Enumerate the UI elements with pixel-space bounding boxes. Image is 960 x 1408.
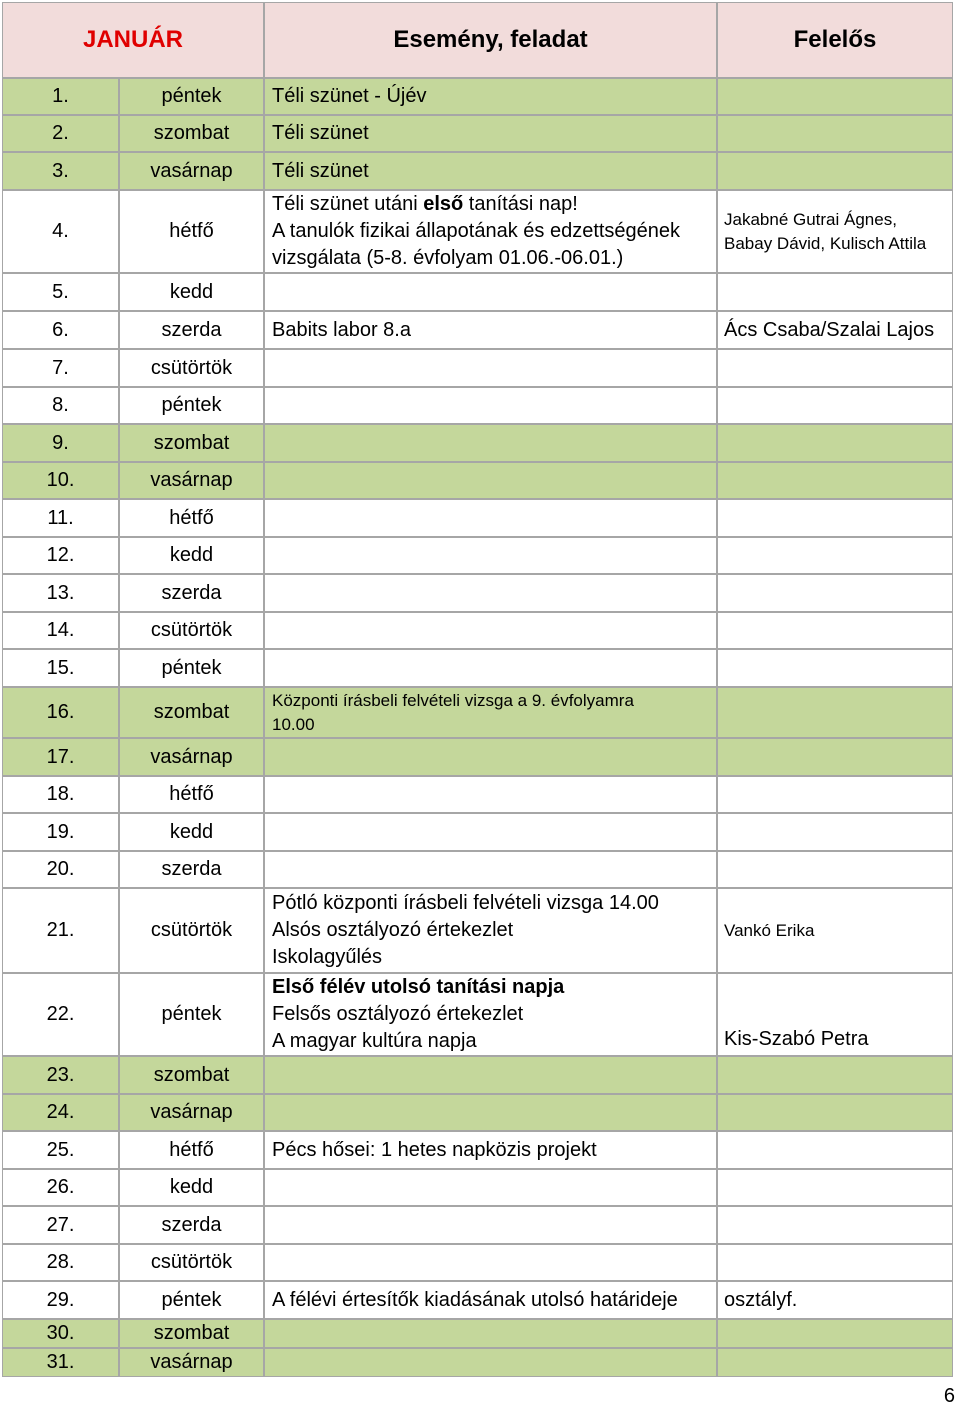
text-line: osztályf. [724,1288,798,1311]
event-cell [264,1244,717,1281]
day-number: 22. [2,973,119,1056]
responsible-cell [717,462,953,499]
event-cell [264,273,717,311]
day-number: 4. [2,190,119,273]
event-cell [264,813,717,851]
text-line: Iskolagyűlés [272,946,383,968]
text-line: vizsgálata (5-8. évfolyam 01.06.-06.01.) [272,247,624,269]
day-number: 6. [2,311,119,349]
day-number: 9. [2,424,119,462]
weekday: péntek [119,387,264,424]
text-line: Első félév utolsó tanítási napja [272,976,565,998]
event-cell [264,387,717,424]
responsible-cell [717,687,953,738]
header-event: Esemény, feladat [264,2,717,78]
weekday: szombat [119,424,264,462]
responsible-cell [717,1131,953,1169]
day-number: 29. [2,1281,119,1319]
day-number: 13. [2,574,119,612]
event-cell [264,1348,717,1377]
weekday: csütörtök [119,349,264,387]
event-cell [264,1319,717,1348]
weekday: péntek [119,973,264,1056]
event-cell [264,78,717,115]
responsible-cell [717,1094,953,1131]
event-cell [264,1094,717,1131]
text-line: Kis-Szabó Petra [724,1028,869,1050]
day-number: 19. [2,813,119,851]
responsible-cell [717,1281,953,1319]
text-line: Felsős osztályozó értekezlet [272,1003,524,1025]
day-number: 27. [2,1206,119,1244]
day-number: 20. [2,851,119,888]
day-number: 11. [2,499,119,537]
event-cell [264,190,717,273]
responsible-cell [717,273,953,311]
weekday: szerda [119,1206,264,1244]
weekday: kedd [119,273,264,311]
responsible-cell [717,649,953,687]
weekday: vasárnap [119,1348,264,1377]
weekday: szombat [119,115,264,152]
event-cell [264,1131,717,1169]
weekday: szerda [119,574,264,612]
text-line: A félévi értesítők kiadásának utolsó határideje [272,1288,678,1311]
day-number: 25. [2,1131,119,1169]
text-line: Téli szünet [272,122,369,144]
text-line: Babay Dávid, Kulisch Attila [724,233,927,253]
weekday: szombat [119,687,264,738]
text-line: Téli szünet [272,159,369,182]
event-cell [264,462,717,499]
responsible-cell [717,851,953,888]
weekday: hétfő [119,190,264,273]
event-cell [264,574,717,612]
text-line: Központi írásbeli felvételi vizsga a 9. évfolyamra [272,690,634,710]
event-cell [264,537,717,574]
event-cell [264,115,717,152]
event-text: Téli szünet utáni [272,193,424,215]
weekday: csütörtök [119,888,264,973]
weekday: szombat [119,1319,264,1348]
responsible-cell [717,813,953,851]
event-emphasis: első [423,193,464,215]
text-line: Pótló központi írásbeli felvételi vizsga 14.00 [272,892,659,914]
text-line: A tanulók fizikai állapotának és edzettségének [272,220,681,242]
weekday: vasárnap [119,1094,264,1131]
day-number: 8. [2,387,119,424]
event-cell [264,888,717,973]
responsible-cell [717,973,953,1056]
event-cell [264,973,717,1056]
responsible-cell [717,190,953,273]
responsible-cell [717,115,953,152]
event-cell [264,349,717,387]
day-number: 16. [2,687,119,738]
responsible-cell [717,612,953,649]
responsible-cell [717,738,953,776]
weekday: vasárnap [119,152,264,190]
page-number: 6 [943,1385,955,1407]
event-cell [264,738,717,776]
day-number: 14. [2,612,119,649]
event-cell [264,152,717,190]
weekday: péntek [119,78,264,115]
responsible-cell [717,1206,953,1244]
event-cell [264,687,717,738]
responsible-cell [717,776,953,813]
event-cell [264,649,717,687]
text-line: Alsós osztályozó értekezlet [272,919,514,941]
event-cell [264,776,717,813]
responsible-cell [717,349,953,387]
event-text: tanítási nap! [463,193,578,215]
text-line: Téli szünet - Újév [272,85,427,107]
responsible-cell [717,424,953,462]
day-number: 1. [2,78,119,115]
event-cell [264,1056,717,1094]
header-responsible: Felelős [717,2,953,78]
text-line: Babits labor 8.a [272,318,411,341]
event-cell [264,499,717,537]
day-number: 18. [2,776,119,813]
responsible-cell [717,1319,953,1348]
weekday: péntek [119,1281,264,1319]
weekday: hétfő [119,1131,264,1169]
weekday: szerda [119,851,264,888]
responsible-cell [717,78,953,115]
weekday: szerda [119,311,264,349]
responsible-cell [717,888,953,973]
day-number: 26. [2,1169,119,1206]
day-number: 21. [2,888,119,973]
event-cell [264,1281,717,1319]
event-line-first [272,191,716,218]
text-line: Ács Csaba/Szalai Lajos [724,318,935,341]
weekday: csütörtök [119,1244,264,1281]
day-number: 7. [2,349,119,387]
responsible-cell [717,1056,953,1094]
text-line: Jakabné Gutrai Ágnes, [724,209,897,229]
responsible-cell [717,1244,953,1281]
day-number: 12. [2,537,119,574]
responsible-cell [717,387,953,424]
event-cell [264,851,717,888]
responsible-cell [717,499,953,537]
day-number: 10. [2,462,119,499]
weekday: kedd [119,813,264,851]
responsible-cell [717,1169,953,1206]
day-number: 23. [2,1056,119,1094]
responsible-cell [717,152,953,190]
event-cell [264,311,717,349]
event-cell [264,612,717,649]
day-number: 28. [2,1244,119,1281]
weekday: vasárnap [119,738,264,776]
weekday: csütörtök [119,612,264,649]
day-number: 2. [2,115,119,152]
responsible-cell [717,311,953,349]
weekday: péntek [119,649,264,687]
responsible-cell [717,537,953,574]
day-number: 31. [2,1348,119,1377]
day-number: 15. [2,649,119,687]
weekday: kedd [119,1169,264,1206]
day-number: 5. [2,273,119,311]
weekday: hétfő [119,776,264,813]
text-line: A magyar kultúra napja [272,1030,477,1052]
text-line: 10.00 [272,714,315,734]
responsible-cell [717,1348,953,1377]
day-number: 3. [2,152,119,190]
responsible-cell [717,574,953,612]
text-line: Vankó Erika [724,920,815,940]
event-cell [264,1169,717,1206]
weekday: kedd [119,537,264,574]
weekday: vasárnap [119,462,264,499]
day-number: 30. [2,1319,119,1348]
event-cell [264,424,717,462]
header-month: JANUÁR [2,2,264,78]
event-cell [264,1206,717,1244]
day-number: 24. [2,1094,119,1131]
text-line: Pécs hősei: 1 hetes napközis projekt [272,1138,597,1161]
day-number: 17. [2,738,119,776]
weekday: hétfő [119,499,264,537]
weekday: szombat [119,1056,264,1094]
